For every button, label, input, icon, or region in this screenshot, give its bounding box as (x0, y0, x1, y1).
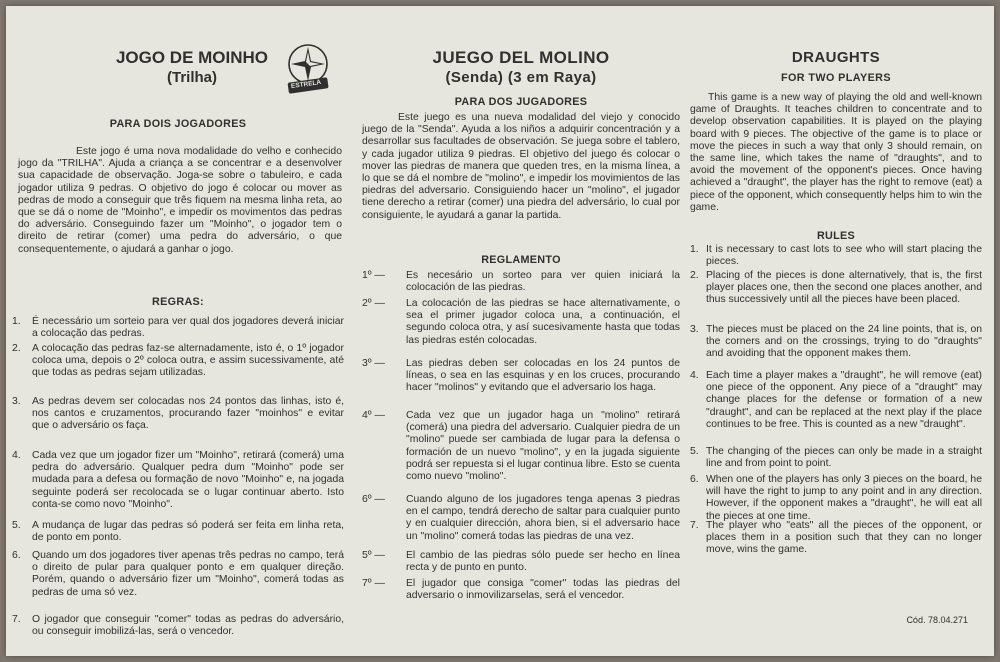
rule-item-es-2: 2º — La colocación de las piedras se hace alternativamente, o sea el primer jugador coloca una, a continuación, el segundo coloca otra, y así sucesivamente hasta que todas las piedras estén colocadas. (362, 298, 680, 346)
rules-heading-pt: REGRAS: (152, 296, 204, 308)
rule-item-pt-1: 1. É necessário um sorteio para ver qual dos jogadores deverá iniciar a colocação das pedras. (12, 316, 344, 340)
rule-item-es-6: 6º — Cuando alguno de los jugadores tenga apenas 3 piedras en el campo, tendrá derecho de saltar para cualquier punto y en cualquier dirección, ahora bien, si el adversario hace un "molino" comerá todas las piedras de una vez. (362, 494, 680, 542)
title-english: DRAUGHTS (791, 49, 881, 66)
title-portuguese: JOGO DE MOINHO (115, 48, 269, 67)
rules-heading-en: RULES (816, 230, 856, 242)
rules-heading-es: REGLAMENTO (481, 254, 561, 266)
rule-item-es-5: 5º — El cambio de las piedras sólo puede ser hecho en línea recta y de punto en punto. (362, 550, 680, 574)
column-portuguese (12, 6, 344, 656)
instruction-sheet (6, 6, 994, 656)
rule-item-es-3: 3º — Las piedras deben ser colocadas en los 24 puntos de líneas, o sea en las esquinas y en los cruces, procurando hacer "molinos" y evitando que el adversario los haga. (362, 358, 680, 394)
rule-item-en-7: 7. The player who "eats" all the pieces of the opponent, or places them in a position such that they can no longer move, wins the game. (690, 520, 982, 556)
rule-item-pt-7: 7. O jogador que conseguir "comer" todas as pedras do adversário, ou conseguir imobilizá-las, será o vencedor. (12, 614, 344, 638)
rule-item-es-7: 7º — El jugador que consiga "comer" todas las piedras del adversario o inmovilizarselas, será el vencedor. (362, 578, 680, 602)
rule-item-pt-3: 3. As pedras devem ser colocadas nos 24 pontos das linhas, isto é, nos cantos e cruzamentos, procurando fazer "moinhos" e evitar que o adversário os faça. (12, 396, 344, 432)
column-spanish (362, 6, 680, 656)
rule-item-en-6: 6. When one of the players has only 3 pieces on the board, he will have the right to jump to any point and in any direction. However, if the opponent makes a "draught", he will eat all the pieces at one time. (690, 474, 982, 522)
heading-two-players-pt: PARA DOIS JOGADORES (109, 118, 247, 130)
title-spanish: JUEGO DEL MOLINO (432, 48, 610, 67)
subtitle-portuguese: (Trilha) (166, 69, 217, 86)
rule-item-pt-5: 5. A mudança de lugar das pedras só poderá ser feita em linha reta, de ponto em ponto. (12, 520, 344, 544)
heading-two-players-es: PARA DOS JUGADORES (454, 96, 588, 108)
rule-item-pt-2: 2. A colocação das pedras faz-se alternadamente, isto é, o 1º jogador coloca uma, depois o 2º coloca outra, e assim sucessivamente, até que todas as pedras sejam utilizadas. (12, 343, 344, 379)
rule-item-es-4: 4º — Cada vez que un jugador haga un "molino" retirará (comerá) una piedra del adversario. Cualquier piedra de un "molino" puede ser cambiada de lugar para la defensa o formación de un nuevo "molino", y en la jugada siguiente podrá ser repuesta si el lugar continua libre. Esto se cuenta como nuevo "molino". (362, 410, 680, 483)
intro-portuguese: Este jogo é uma nova modalidade do velho e conhecido jogo da "TRILHA". Ajuda a criança a se concentrar e a desenvolver sua capacidade de observação. Joga-se sobre o tabuleiro, e cada jogador utiliza 9 pedras. O objetivo do jogo é colocar ou mover as pedras de modo a conseguir que três fiquem na mesma linha reta, ao que se dá o nome de "Moinho", e impedir os movimentos das pedras do adversário. Conseguindo fazer um "Moinho", o jogador tem o direito de retirar (comer) uma pedra do adversário, o que consequentemente, o ajudará a ganhar o jogo. (18, 146, 342, 255)
rule-item-pt-6: 6. Quando um dos jogadores tiver apenas três pedras no campo, terá o direito de pular para qualquer ponto e em qualquer direção. Porém, quando o adversário fizer um "Moinho", comerá todas as pedras de uma só vez. (12, 550, 344, 598)
rule-item-en-5: 5. The changing of the pieces can only be made in a straight line and from point to point. (690, 446, 982, 470)
column-english (690, 6, 982, 656)
intro-english: This game is a new way of playing the old and well-known game of Draughts. It teaches children to concentrate and to develop observation capabilities. It is played on the playing board with 9 pieces. The objective of the game is to place or move the pieces in such a way that only 3 should remain, on the same line, which takes the name of "draughts", and to avoid the movement of the opponent's pieces. Once having achieved a "draught", the player has the right to remove (eat) a piece of the opponent, which consequently helps him to win the game. (690, 92, 982, 213)
intro-spanish: Este juego es una nueva modalidad del viejo y conocido juego de la "Senda". Ayuda a los niños a adquirir concentración y a desarrollar sus facultades de observación. Se juega sobre el tablero, y cada jugador utiliza 9 piedras. El objetivo del juego és colocar o mover las piedras de manera que queden tres, en la misma línea, a lo que se dá el nombre de "molino", e impedir los movimientos de las piedras del adversario. Consiguiendo hacer un "molino", el jugador tiene derecho a retirar (comer) una piedra del adversário, lo cual por consiguiente, le ayudará a ganar la partida. (362, 112, 680, 221)
rule-item-en-4: 4. Each time a player makes a "draught", he will remove (eat) one piece of the opponent. Any piece of a "draught" may change places for the defense or formation of a new "draught", and can be replaced at the next play if the place continues to be free. This is counted as a new "draught". (690, 370, 982, 430)
product-code: Cód. 78.04.271 (906, 614, 968, 625)
logo-text: ESTRELA (290, 78, 322, 91)
rule-item-en-1: 1. It is necessary to cast lots to see who will start placing the pieces. (690, 244, 982, 268)
rule-item-en-2: 2. Placing of the pieces is done alternatively, that is, the first player places one, then the second one places another, and thus successively until all the pieces have been placed. (690, 270, 982, 306)
rule-item-en-3: 3. The pieces must be placed on the 24 line points, that is, on the corners and on the crossings, trying to do "draughts" and avoiding that the opponent makes them. (690, 324, 982, 360)
subtitle-english: FOR TWO PLAYERS (781, 72, 891, 84)
rule-item-pt-4: 4. Cada vez que um jogador fizer um "Moinho", retirará (comerá) uma pedra do adversário. Qualquer pedra dum "Moinho" pode ser mudada para a defesa ou formação de novo "Moinho" e, na jogada seguinte poderá ser recolocada se o lugar continuar aberto. Isto conta-se como novo "Moinho". (12, 450, 344, 510)
rule-item-es-1: 1º — Es necesário un sorteo para ver quien iniciará la colocación de las piedras. (362, 270, 680, 294)
subtitle-spanish: (Senda) (3 em Raya) (445, 69, 597, 86)
